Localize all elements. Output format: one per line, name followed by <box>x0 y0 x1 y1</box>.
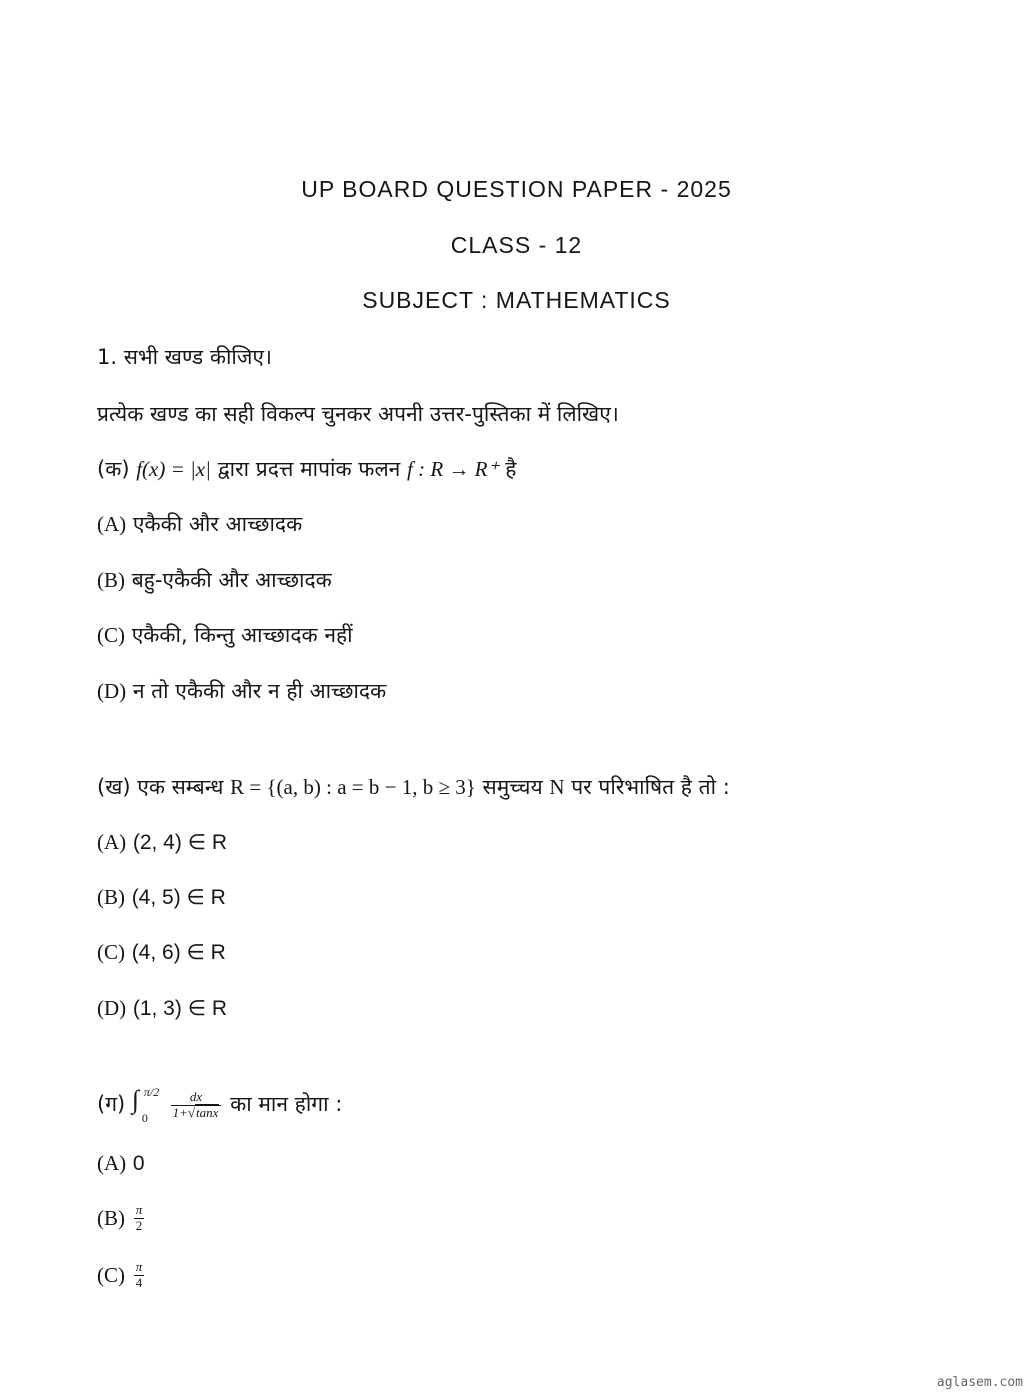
integrand-fraction <box>171 1090 222 1121</box>
option-label: (D) <box>97 679 127 703</box>
set-symbol: N <box>549 775 565 799</box>
fraction-denominator: 4 <box>135 1274 143 1290</box>
option-kha-b <box>97 885 226 910</box>
option-ka-a <box>97 510 302 538</box>
integrand-numerator: dx <box>171 1090 222 1106</box>
option-text: बहु-एकैकी और आच्छादक <box>131 568 332 592</box>
option-label: (A) <box>97 830 127 854</box>
question-text: द्वारा प्रदत्त मापांक फलन <box>217 457 401 481</box>
paper-title: UP BOARD QUESTION PAPER - 2025 <box>301 176 732 202</box>
fraction-numerator: π <box>135 1202 143 1217</box>
question-label: (ख) <box>97 775 131 799</box>
question-text: समुच्चय <box>482 775 543 799</box>
option-label: (C) <box>97 623 125 647</box>
integrand-denominator: 1+√tanx <box>172 1104 219 1120</box>
option-text: एकैकी और आच्छादक <box>132 512 303 536</box>
instruction-2: प्रत्येक खण्ड का सही विकल्प चुनकर अपनी उत्तर-पुस्तिका में लिखिए। <box>97 402 619 426</box>
option-text: (1, 3) ∈ R <box>132 997 227 1020</box>
option-ka-d <box>97 677 386 705</box>
integral-symbol: ∫ π/2 0 <box>131 1085 160 1125</box>
question-label: (ग) <box>97 1092 126 1116</box>
option-ga-c <box>97 1260 146 1291</box>
instruction-1: 1. सभी खण्ड कीजिए। <box>97 345 273 369</box>
question-text: का मान होगा : <box>230 1092 343 1116</box>
mapping-expression: f : R → R⁺ <box>407 457 499 481</box>
option-label: (A) <box>97 1151 127 1175</box>
integral-lower-limit: 0 <box>141 1111 148 1125</box>
question-kha <box>97 773 730 801</box>
denominator-prefix: 1+ <box>172 1104 188 1120</box>
option-ka-c <box>97 621 353 649</box>
option-text: न तो एकैकी और न ही आच्छादक <box>132 679 387 703</box>
option-text: (2, 4) ∈ R <box>132 831 227 854</box>
option-kha-c <box>97 940 226 965</box>
option-label: (A) <box>97 512 127 536</box>
relation-expression: R = {(a, b) : a = b − 1, b ≥ 3} <box>230 775 476 799</box>
option-label: (B) <box>97 568 125 592</box>
subject-heading: SUBJECT : MATHEMATICS <box>362 287 671 313</box>
option-label: (B) <box>97 1205 125 1230</box>
option-fraction <box>134 1260 145 1291</box>
option-text: (4, 6) ∈ R <box>131 941 226 964</box>
option-label: (C) <box>97 940 125 964</box>
watermark: aglasem.com <box>936 1375 1023 1390</box>
option-label: (C) <box>97 1262 125 1287</box>
option-fraction <box>134 1203 145 1234</box>
option-kha-a <box>97 830 227 855</box>
option-label: (D) <box>97 996 127 1020</box>
function-expression: f(x) = |x| <box>136 457 211 481</box>
question-text-end: है <box>505 457 517 481</box>
class-heading: CLASS - 12 <box>450 232 583 258</box>
option-text: (4, 5) ∈ R <box>131 886 226 909</box>
question-label: (क) <box>97 457 130 481</box>
option-text: एकैकी, किन्तु आच्छादक नहीं <box>131 623 353 647</box>
option-ga-b <box>97 1203 146 1234</box>
integral-upper-limit: π/2 <box>143 1085 160 1099</box>
fraction-numerator: π <box>135 1259 143 1274</box>
fraction-denominator: 2 <box>135 1217 143 1233</box>
option-label: (B) <box>97 885 125 909</box>
question-ga <box>97 1085 342 1125</box>
option-kha-d <box>97 996 227 1021</box>
option-text: 0 <box>132 1152 145 1175</box>
question-ka <box>97 455 516 483</box>
question-text: एक सम्बन्ध <box>137 775 224 799</box>
denominator-root: tanx <box>196 1104 219 1120</box>
question-text-end: पर परिभाषित है तो : <box>571 775 730 799</box>
option-ka-b <box>97 566 332 594</box>
option-ga-a <box>97 1151 145 1176</box>
